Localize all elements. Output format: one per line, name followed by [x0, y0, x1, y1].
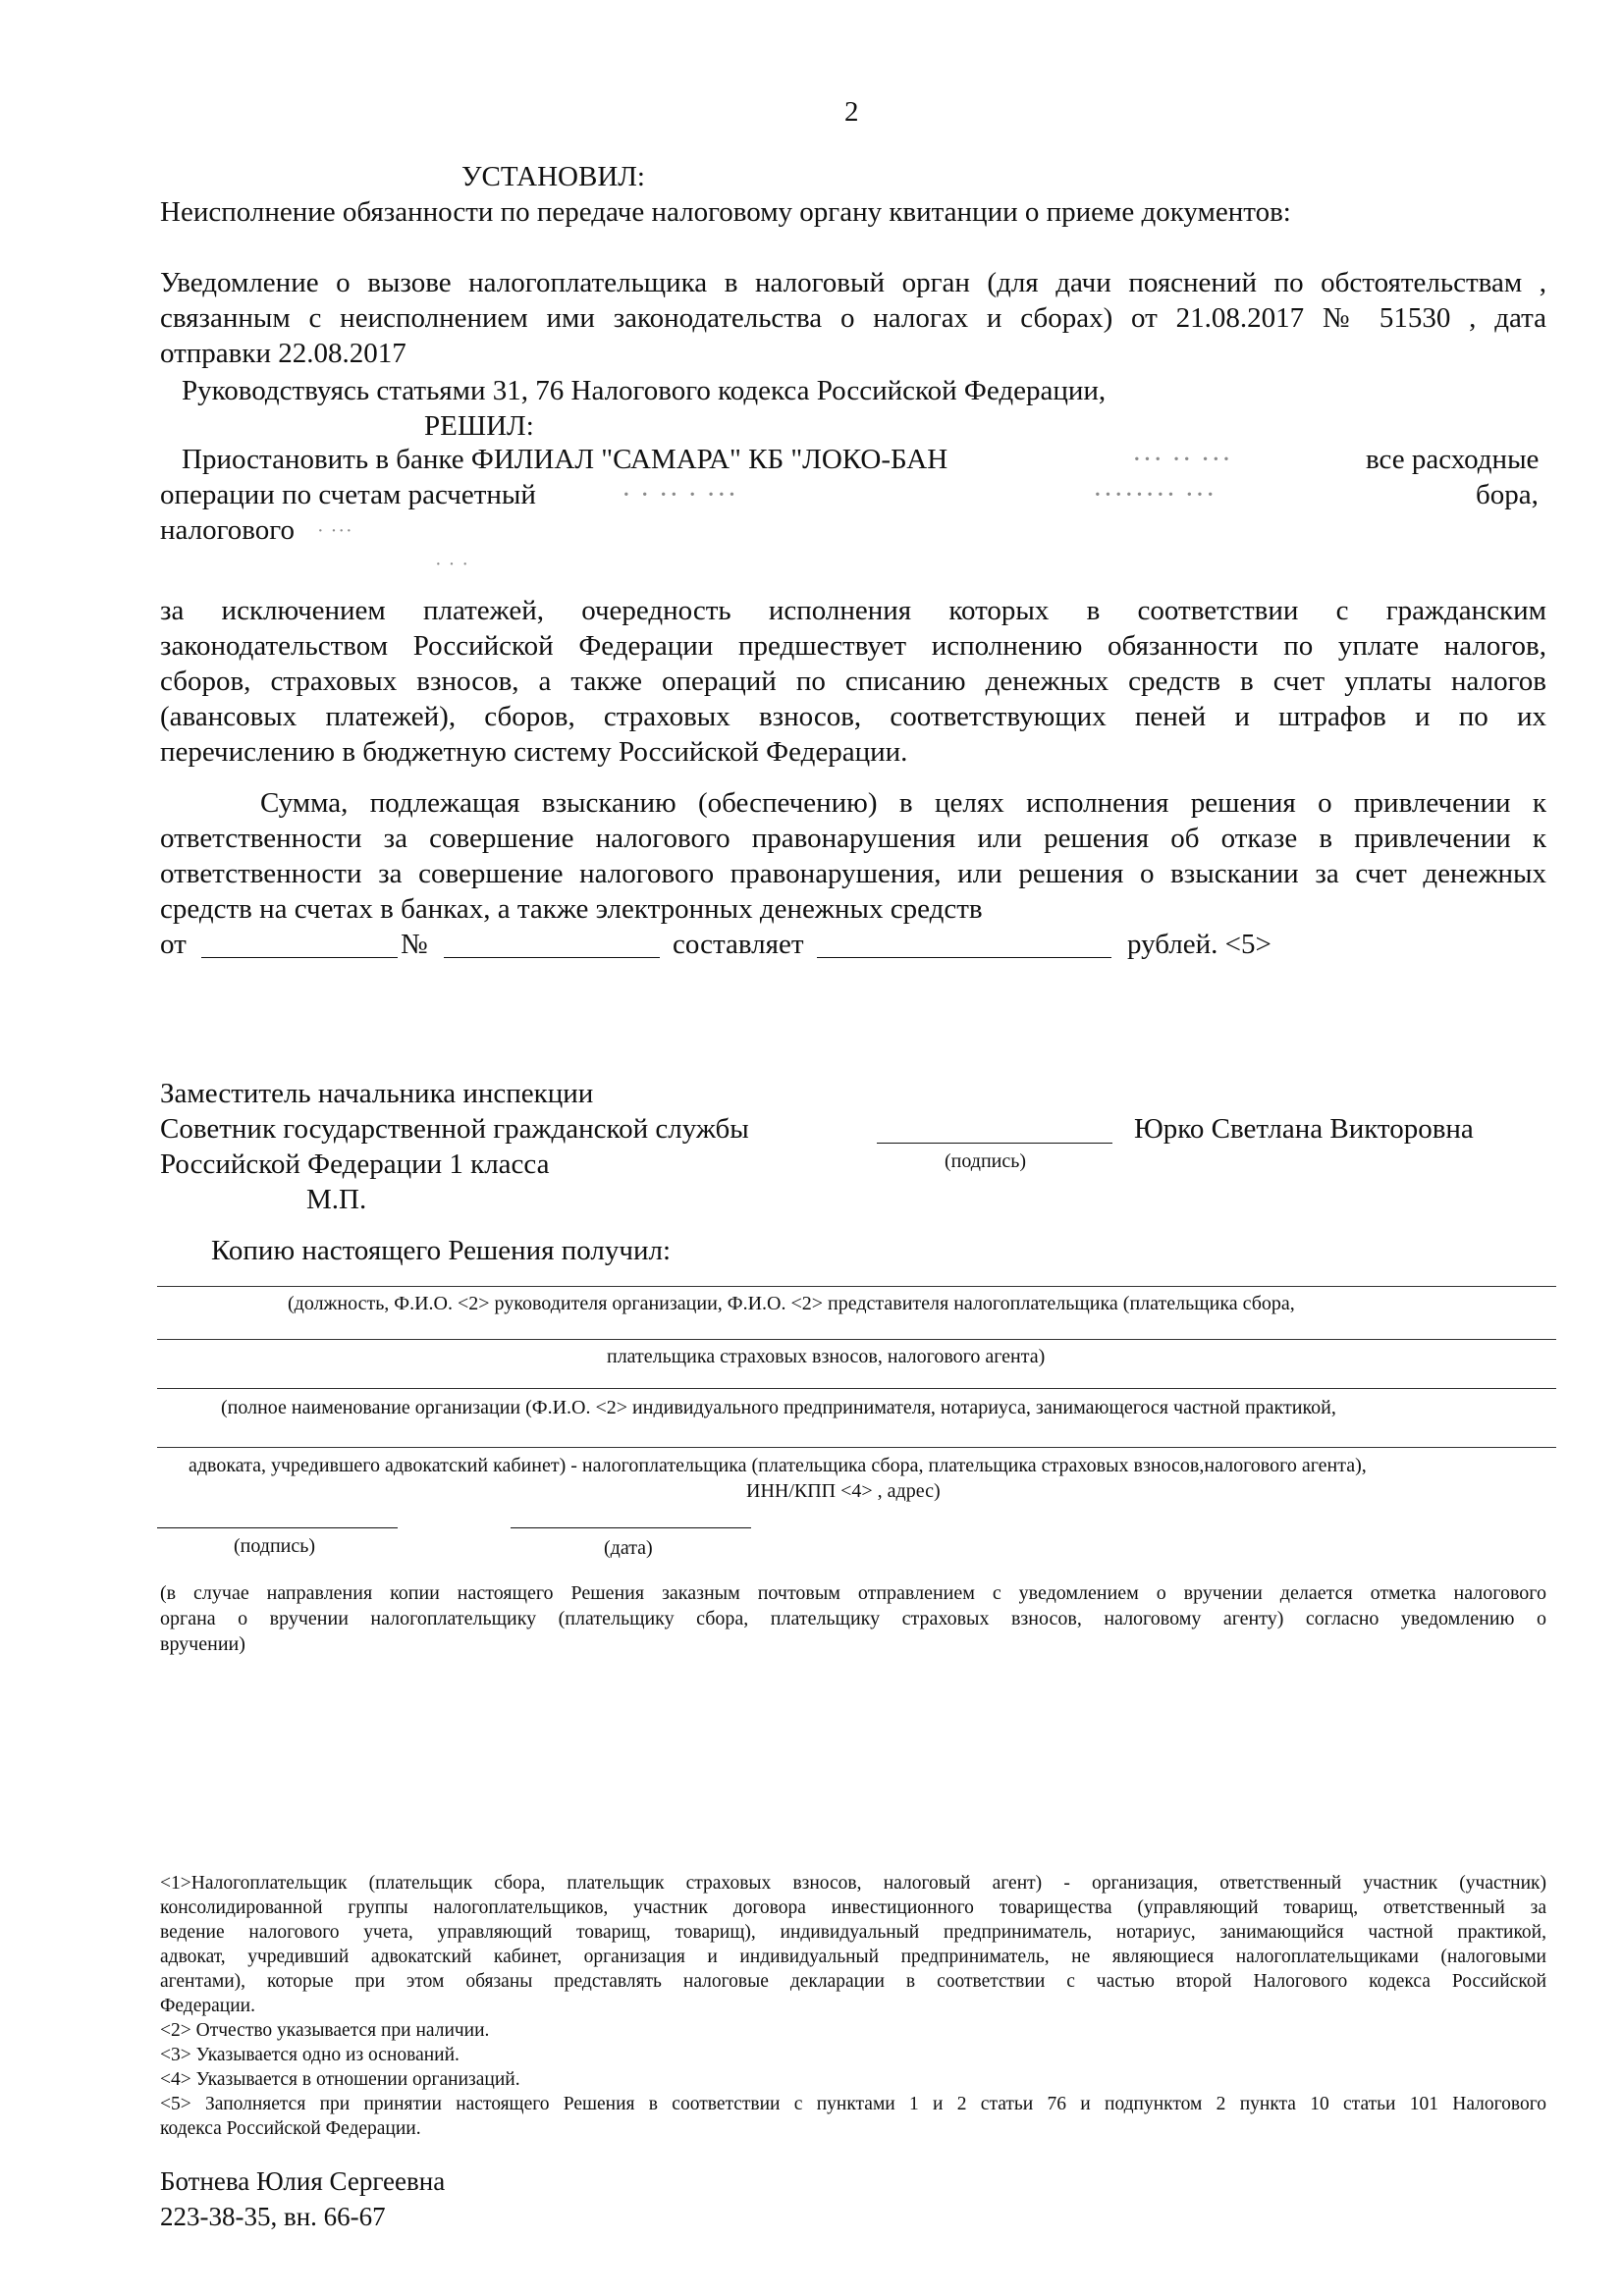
receipt-line-3	[157, 1388, 1556, 1389]
exception-line-4: (авансовых платежей), сборов, страховых взносов, соответствующих пеней и штрафов и по их	[160, 701, 1546, 732]
decision-line-2-end: бора,	[1476, 479, 1539, 510]
footnote-1-line: <1>Налогоплательщик (плательщик сбора, плательщик страховых взносов, налоговый агент) - организация, ответственный участник (участник)	[160, 1873, 1546, 1894]
sum-line-4: средств на счетах в банках, а также электронных денежных средств	[160, 893, 983, 925]
decision-line-3-start: налогового	[160, 514, 295, 546]
notice-line-2: связанным с неисполнением ими законодательства о налогах и сборах) от 21.08.2017 № 51530 , дата	[160, 302, 1546, 334]
guided-by: Руководствуясь статьями 31, 76 Налогового кодекса Российской Федерации,	[182, 375, 1107, 406]
sum-number-label: №	[401, 929, 428, 960]
heading-decided: РЕШИЛ:	[424, 410, 534, 442]
redacted-fragment: ··· ·· ···	[1132, 444, 1232, 475]
footnote-3: <3> Указывается одно из оснований.	[160, 2045, 460, 2065]
exception-line-2: законодательством Российской Федерации предшествует исполнению обязанности по уплате налогов,	[160, 630, 1546, 662]
signature-caption: (подпись)	[945, 1150, 1027, 1172]
footnotes	[160, 1871, 1546, 2141]
footnote-1-line: Федерации.	[160, 1996, 255, 2016]
signatory-title-3: Российской Федерации 1 класса	[160, 1148, 550, 1180]
receipt-caption-3: (полное наименование организации (Ф.И.О. <2> индивидуального предпринимателя, нотариуса, занимающегося частной практикой,	[221, 1397, 1336, 1418]
exception-line-5: перечислению в бюджетную систему Российской Федерации.	[160, 736, 908, 768]
receipt-signature-line	[157, 1527, 398, 1528]
contact-phone: 223-38-35, вн. 66-67	[160, 2202, 386, 2231]
exception-line-3: сборов, страховых взносов, а также операций по списанию денежных средств в счет уплаты налогов	[160, 666, 1546, 697]
footnote-1-line: адвокат, учредивший адвокатский кабинет, организация и индивидуальный предприниматель, не являющиеся налогоплательщиками (налоговыми	[160, 1947, 1546, 1967]
contact-name: Ботнева Юлия Сергеевна	[160, 2166, 446, 2196]
receipt-date-caption: (дата)	[604, 1537, 653, 1559]
redacted-fragment: · · ·· · ···	[622, 479, 738, 510]
signatory-name: Юрко Светлана Викторовна	[1134, 1113, 1474, 1145]
seal-mark: М.П.	[306, 1184, 367, 1215]
decision-paragraph	[160, 442, 1546, 589]
mail-note-line-2: органа о вручении налогоплательщику (плательщику сбора, плательщику страховых взносов, налоговому агенту) согласно уведомлению о	[160, 1608, 1546, 1629]
page-number: 2	[844, 96, 859, 128]
receipt-heading: Копию настоящего Решения получил:	[211, 1235, 672, 1266]
decision-line-2-start: операции по счетам расчетный	[160, 479, 536, 510]
sum-line-2: ответственности за совершение налогового правонарушения или решения об отказе в привлечении к	[160, 823, 1546, 854]
footnote-5-line: <5> Заполняется при принятии настоящего Решения в соответствии с пунктами 1 и 2 статьи 76 и подпунктом 2 пункта 10 статьи 101 Налогового	[160, 2094, 1546, 2114]
receipt-line-2	[157, 1339, 1556, 1340]
notice-line-1: Уведомление о вызове налогоплательщика в налоговый орган (для дачи пояснений по обстоятельствам ,	[160, 267, 1546, 298]
footnote-1-line: агентами), которые при этом обязаны представлять налоговые декларации в соответствии с частью второй Налогового кодекса Российской	[160, 1971, 1546, 1992]
signatory-title-2: Советник государственной гражданской службы	[160, 1113, 749, 1145]
signature-line	[877, 1143, 1112, 1144]
amount-blank-line	[817, 957, 1111, 958]
sum-line-3: ответственности за совершение налогового правонарушения, или решения о взыскании за счет денежных	[160, 858, 1546, 889]
notice-line-3: отправки 22.08.2017	[160, 338, 406, 369]
heading-established: УСТАНОВИЛ:	[461, 161, 645, 192]
footnote-1-line: консолидированной группы налогоплательщиков, участник договора инвестиционного товарищества (управляющий товарищ, ответственный за	[160, 1897, 1546, 1918]
receipt-caption-2: плательщика страховых взносов, налогового агента)	[607, 1346, 1046, 1367]
footnote-1-line: ведение налогового учета, управляющий товарищ, товарищ), индивидуальный предприниматель, нотариус, занимающийся частной практикой,	[160, 1922, 1546, 1943]
footnote-2: <2> Отчество указывается при наличии.	[160, 2020, 490, 2041]
mail-note-line-3: вручении)	[160, 1633, 245, 1655]
signatory-title-1: Заместитель начальника инспекции	[160, 1078, 594, 1109]
redacted-fragment: · ···	[317, 520, 353, 542]
receipt-caption-4: адвоката, учредившего адвокатский кабинет) - налогоплательщика (плательщика сбора, плательщика страховых взносов,налогового агента),	[189, 1455, 1367, 1476]
sum-amount-label: составляет	[673, 929, 804, 960]
mail-note-line-1: (в случае направления копии настоящего Решения заказным почтовым отправлением с уведомлением о вручении делается отметка налогового	[160, 1582, 1546, 1604]
decision-line-1-end: все расходные	[1366, 444, 1540, 475]
failure-line: Неисполнение обязанности по передаче налоговому органу квитанции о приеме документов:	[160, 196, 1291, 228]
sum-currency-label: рублей. <5>	[1127, 929, 1271, 960]
redacted-fragment: · · ·	[435, 554, 469, 575]
receipt-date-line	[511, 1527, 751, 1528]
receipt-caption-5: ИНН/КПП <4> , адрес)	[746, 1480, 941, 1502]
receipt-line-1	[157, 1286, 1556, 1287]
receipt-caption-1: (должность, Ф.И.О. <2> руководителя организации, Ф.И.О. <2> представителя налогоплательщика (плательщика сбора,	[288, 1293, 1295, 1314]
redacted-fragment: ········ ···	[1093, 479, 1217, 510]
footnote-4: <4> Указывается в отношении организаций.	[160, 2069, 520, 2090]
footnote-5-line: кодекса Российской Федерации.	[160, 2118, 421, 2139]
date-blank-line	[201, 957, 398, 958]
exception-line-1: за исключением платежей, очередность исполнения которых в соответствии с гражданским	[160, 595, 1546, 626]
decision-line-1-start: Приостановить в банке ФИЛИАЛ "САМАРА" КБ "ЛОКО-БАН	[182, 444, 948, 475]
sum-line-1: Сумма, подлежащая взысканию (обеспечению) в целях исполнения решения о привлечении к	[260, 787, 1546, 819]
sum-from-label: от	[160, 929, 187, 960]
number-blank-line	[444, 957, 660, 958]
receipt-signature-caption: (подпись)	[234, 1535, 316, 1557]
receipt-line-4	[157, 1447, 1556, 1448]
